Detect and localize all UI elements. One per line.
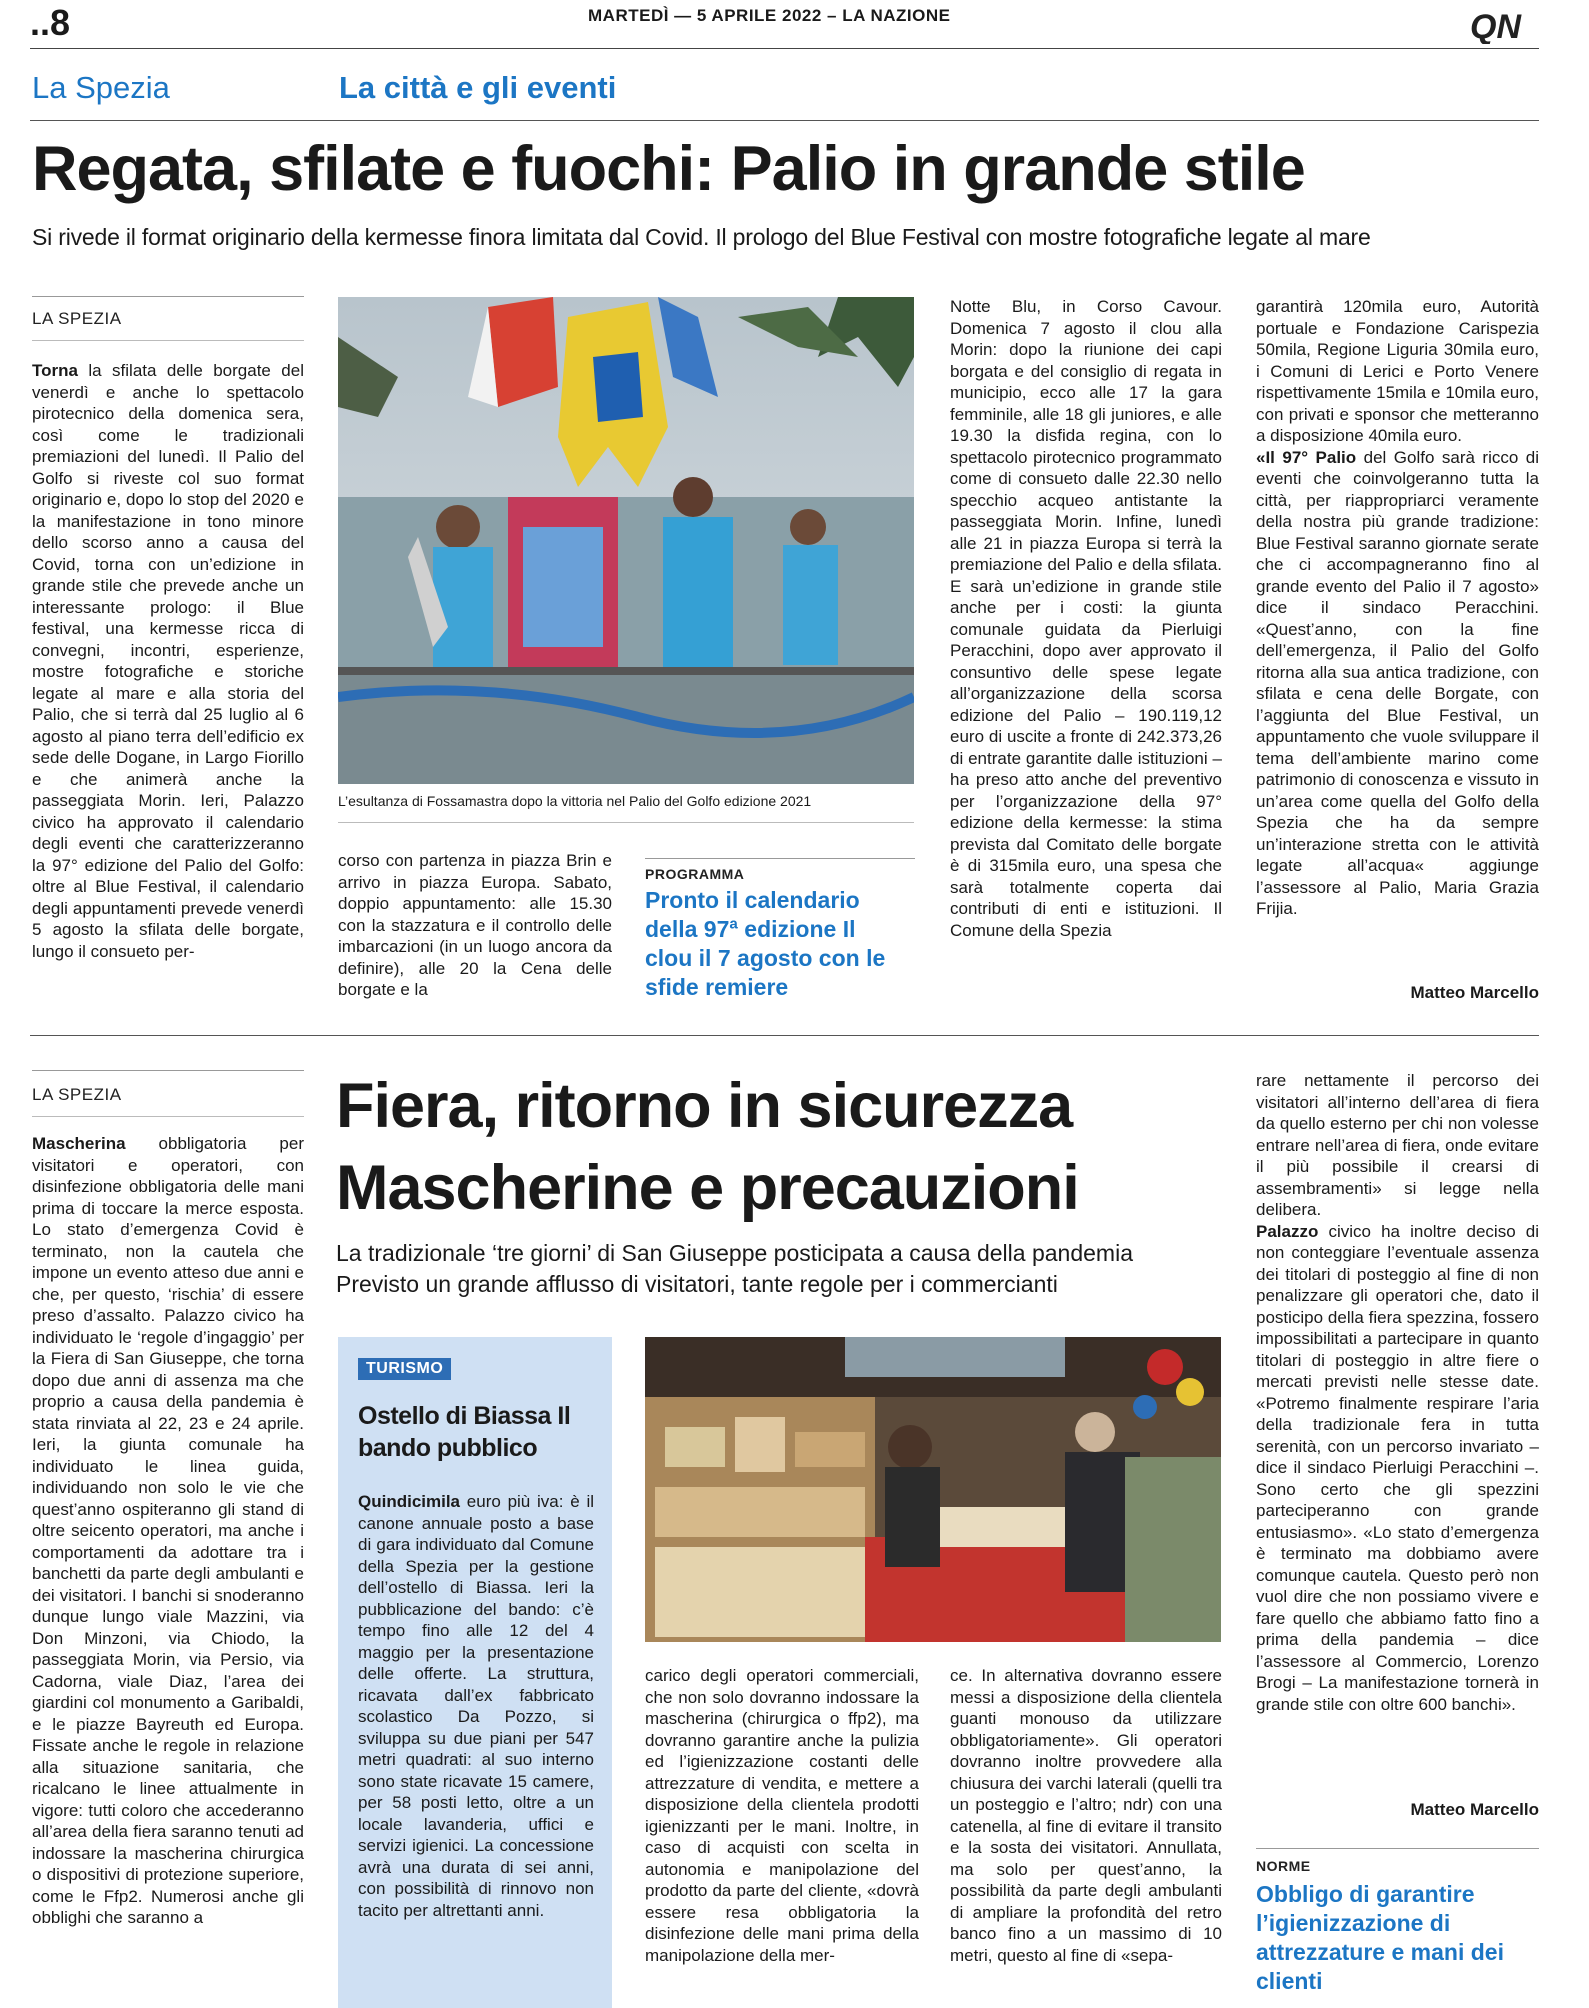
caption-rule bbox=[338, 822, 914, 823]
article2-col4-lead: Palazzo bbox=[1256, 1221, 1319, 1241]
article2-title-line2: Mascherine e precauzioni bbox=[336, 1153, 1079, 1223]
section-rule bbox=[30, 120, 1539, 121]
turismo-body bbox=[358, 1491, 594, 1921]
article2-col3: ce. In alternativa dovranno essere messi a disposizione della clientela guanti monouso da utilizzare obbligatoriamente». Gli operatori dovranno inoltre provvedere alla chiusura dei varchi laterali (quelli tra un posteggio e l’altro; ndr) con una catenella, al fine di evitare il transito e la sosta dei visitatori. Annullata, ma solo per quest’anno, la possibilità da parte degli ambulanti di ampliare la profondità del retro banco fino a un massimo di 10 metri, questo al fine di «sepa- bbox=[950, 1666, 1222, 1965]
programma-label: PROGRAMMA bbox=[645, 866, 745, 882]
article1-col4 bbox=[1256, 296, 1539, 920]
turismo-tag: TURISMO bbox=[358, 1358, 451, 1380]
article2-col4 bbox=[1256, 1070, 1539, 1715]
article2-title-line1: Fiera, ritorno in sicurezza bbox=[336, 1071, 1073, 1141]
article1-col1-rule2 bbox=[32, 340, 304, 341]
article1-col2: corso con partenza in piazza Brin e arrivo in piazza Europa. Sabato, doppio appuntamento: alle 15.30 con la stazzatura e il controllo delle imbarcazioni (in un luogo ancora da definire), alle 20 la Cena delle borgate e la bbox=[338, 851, 612, 999]
turismo-text: euro più iva: è il canone annuale posto a base di gara individuato dal Comune della Spezia per la gestione dell’ostello di Biassa. Ieri la pubblicazione del bando: c’è tempo fino alle 12 del 4 maggio per la presentazione delle offerte. La struttura, ricavata dall’ex fabbricato scolastico Da Pozzo, si sviluppa su due piani per 547 metri quadrati: al suo interno sono state ricavate 15 camere, per 58 posti letto, oltre a un locale lavanderia, uffici e servizi igienici. La concessione avrà una durata di sei anni, con possibilità di rinnovo non tacito per altrettanti anni. bbox=[358, 1492, 594, 1920]
article1-col1-lead: Torna bbox=[32, 361, 78, 380]
norme-rule bbox=[1256, 1848, 1539, 1849]
subsection-name: La città e gli eventi bbox=[339, 70, 617, 105]
palio-photo bbox=[338, 297, 914, 784]
qn-logo bbox=[1470, 8, 1538, 44]
turismo-lead: Quindicimila bbox=[358, 1492, 461, 1511]
article1-subtitle: Si rivede il format originario della kermesse finora limitata dal Covid. Il prologo del Blue Festival con mostre fotografiche legate al mare bbox=[32, 224, 1371, 250]
article2-col1-rule2 bbox=[32, 1116, 304, 1117]
article2-col1-text: obbligatoria per visitatori e operatori, con disinfezione obbligatoria delle mani prima di toccare la merce esposta. Lo stato d’emergenza Covid è terminato, non la cautela che impone un evento atteso due anni e che, per questo, ‘rischia’ di essere preso d’assalto. Palazzo civico ha individuato le ‘regole d’ingaggio’ per la Fiera di San Giuseppe, che torna dopo due anni di assenza ma che proprio a causa della pandemia è stata rinviata al 22, 23 e 24 aprile. Ieri, la giunta comunale ha individuato le linea guida, individuando non solo le vie che quest’anno ospiteranno gli stand di oltre seicento operatori, ma anche i comportamenti da adottare tra i banchetti da parte degli ambulanti e dei visitatori. I banchi si snoderanno dunque lungo viale Mazzini, via Don Minzoni, via Chiodo, la passeggiata Morin, via Persio, via Cadorna, viale Diaz, l’area dei giardini col monumento a Garibaldi, e le piazze Bayreuth ed Europa. Fissate anche le regole in relazione alla situazione sanitaria, che ricalcano le linee attualmente in vigore: tutti coloro che accederanno all’area della fiera saranno tenuti ad indossare la mascherina chirurgica o dispositivi di protezione superiore, come le Ffp2. Numerosi anche gli obblighi che saranno a bbox=[32, 1134, 304, 1927]
dateline-header: MARTEDÌ — 5 APRILE 2022 – LA NAZIONE bbox=[588, 6, 951, 25]
programma-rule bbox=[645, 858, 915, 859]
article1-col1-rule bbox=[32, 296, 304, 297]
article1-col4-text-b: del Golfo sarà ricco di eventi che coinvolgeranno tutta la città, per riappropriarci veramente della nostra più grande tradizione: Blue Festival saranno giornate serate che ci accompagneranno fino al grande evento del Palio il 7 agosto» dice il sindaco Peracchini. «Quest’anno, con la fine dell’emergenza, il Palio del Golfo ritorna alla sua antica tradizione, con sfilata e cena delle Borgate, con l’aggiunta del Blue Festival, un appuntamento che vuole sviluppare il tema dell’ambiente marino come patrimonio di conoscenza e vissuto in un’area come quella del Golfo della Spezia che ha da sempre un’interazione stretta con le attività legate all’acqua« aggiunge l’assessore al Palio, Maria Grazia Frijia. bbox=[1256, 447, 1539, 918]
article2-col4-text-b: civico ha inoltre deciso di non conteggiare l’eventuale assenza dei titolari di posteggio al fine di non penalizzare gli operatori che, dato il posticipo della fiera spezzina, fossero impossibilitati a partecipare in quanto titolari di posteggio in altre fiere o mercati previsti nelle stesse date. «Potremo finalmente respirare l’aria della tradizionale fera in tutta serenità, con un percorso invariato – dice il sindaco Pierluigi Peracchini –. Sono certo che gli spezzini parteciperanno con grande entusiasmo». «Lo stato d’emergenza è terminato ma dobbiamo avere comunque cautela. Questo però non vuol dire che non possiamo vivere e fare quello che abbiamo fatto fino a prima della pandemia – dice l’assessore al Commercio, Lorenzo Brogi – La manifestazione tornerà in grande stile con oltre 600 banchi». bbox=[1256, 1221, 1539, 1714]
article1-title: Regata, sfilate e fuochi: Palio in grande stile bbox=[32, 134, 1305, 204]
article2-col1 bbox=[32, 1133, 304, 1929]
section-name: La Spezia bbox=[32, 70, 170, 105]
header-rule bbox=[30, 48, 1539, 49]
turismo-title: Ostello di Biassa Il bando pubblico bbox=[358, 1402, 571, 1462]
article1-col4-text-a: garantirà 120mila euro, Autorità portuale e Fondazione Carispezia 50mila, Regione Liguria 30mila euro, i Comuni di Lerici e Porto Venere rispettivamente 15mila e 10mila euro, con privati e sponsor che metteranno a disposizione 40mila euro. bbox=[1256, 297, 1539, 445]
article2-signature: Matteo Marcello bbox=[1410, 1800, 1539, 1819]
article2-col1-rule bbox=[32, 1070, 304, 1071]
article1-col4-lead: «Il 97° Palio bbox=[1256, 447, 1357, 467]
article1-col3: Notte Blu, in Corso Cavour. Domenica 7 agosto il clou alla Morin: dopo la riunione dei capi borgata e del consiglio di regata in municipio, ecco alle 17 la gara femminile, alle 18 gli juniores, e alle 19.30 la disfida regina, con lo spettacolo pirotecnico programmato come di consueto dalle 22.30 nello specchio acqueo antistante la passeggiata Morin. Infine, lunedì alle 21 in piazza Europa si terrà la premiazione del Palio e della sfilata. E sarà un’edizione in grande stile anche per i costi: la giunta comunale guidata da Pierluigi Peracchini, dopo aver approvato il consuntivo delle spese legate all’organizzazione della scorsa edizione del Palio – 190.119,12 euro di uscite a fronte di 242.373,26 di entrate garantite dalle istituzioni – ha preso atto anche del preventivo per l’organizzazione della 97° edizione della kermesse: la stima prevista dal Comitato delle borgate è di 315mila euro, una spesa che sarà totalmente coperta dai contributi di enti e istituzioni. Il Comune della Spezia bbox=[950, 297, 1222, 940]
svg-text:QN: QN bbox=[1470, 8, 1521, 44]
article1-signature: Matteo Marcello bbox=[1410, 983, 1539, 1002]
article2-dateline: LA SPEZIA bbox=[32, 1085, 122, 1104]
article1-dateline: LA SPEZIA bbox=[32, 309, 122, 328]
article2-col4-text-a: rare nettamente il percorso dei visitatori all’interno dell’area di fiera da quello esterno per chi non volesse entrare nell’area di fiera, onde evitare il più possibile il crearsi di assembramenti» si legge nella delibera. bbox=[1256, 1071, 1539, 1219]
photo-caption: L’esultanza di Fossamastra dopo la vittoria nel Palio del Golfo edizione 2021 bbox=[338, 793, 812, 809]
norme-title: Obbligo di garantire l’igienizzazione di attrezzature e mani dei clienti bbox=[1256, 1881, 1504, 1994]
article1-col1 bbox=[32, 360, 304, 962]
norme-label: NORME bbox=[1256, 1858, 1311, 1874]
article2-subtitle-line1: La tradizionale ‘tre giorni’ di San Giuseppe posticipata a causa della pandemia bbox=[336, 1240, 1133, 1266]
article2-subtitle-line2: Previsto un grande afflusso di visitatori, tante regole per i commercianti bbox=[336, 1271, 1058, 1297]
programma-title: Pronto il calendario della 97ª edizione Il clou il 7 agosto con le sfide remiere bbox=[645, 887, 886, 1000]
page-number: ..8 bbox=[30, 2, 71, 43]
article2-col2: carico degli operatori commerciali, che non solo dovranno indossare la mascherina (chirurgica o ffp2), ma dovranno garantire anche la pulizia ed l’igienizzazione costanti delle attrezzature di vendita, e mettere a disposizione della clientela prodotti igienizzanti per le mani. Inoltre, in caso di acquisti con scelta in autonomia e manipolazione del prodotto da parte del cliente, «dovrà essere resa obbligatoria la disinfezione delle mani prima della manipolazione della mer- bbox=[645, 1666, 919, 1965]
article1-col1-text: la sfilata delle borgate del venerdì e anche lo spettacolo pirotecnico della domenica sera, così come le tradizionali premiazioni del lunedì. Il Palio del Golfo si riveste col suo format originario e, dopo lo stop del 2020 e la manifestazione in tono minore dello scorso anno a causa del Covid, torna con un’edizione in grande stile che prevede anche un interessante prologo: il Blue festival, una kermesse ricca di convegni, incontri, esperienze, mostre fotografiche e storiche legate al mare e alla storia del Palio, che si terrà dal 25 luglio al 6 agosto al piano terra dell’edificio ex sede delle Dogane, in Largo Fiorillo e che animerà anche la passeggiata Morin. Ieri, Palazzo civico ha approvato il calendario degli eventi che caratterizzeranno la 97° edizione del Palio del Golfo: oltre al Blue Festival, il calendario degli appuntamenti prevede venerdì 5 agosto la sfilata delle borgate, lungo il consueto per- bbox=[32, 361, 304, 961]
article2-col1-lead: Mascherina bbox=[32, 1134, 126, 1153]
fair-photo bbox=[645, 1337, 1221, 1642]
article-divider bbox=[30, 1035, 1539, 1036]
